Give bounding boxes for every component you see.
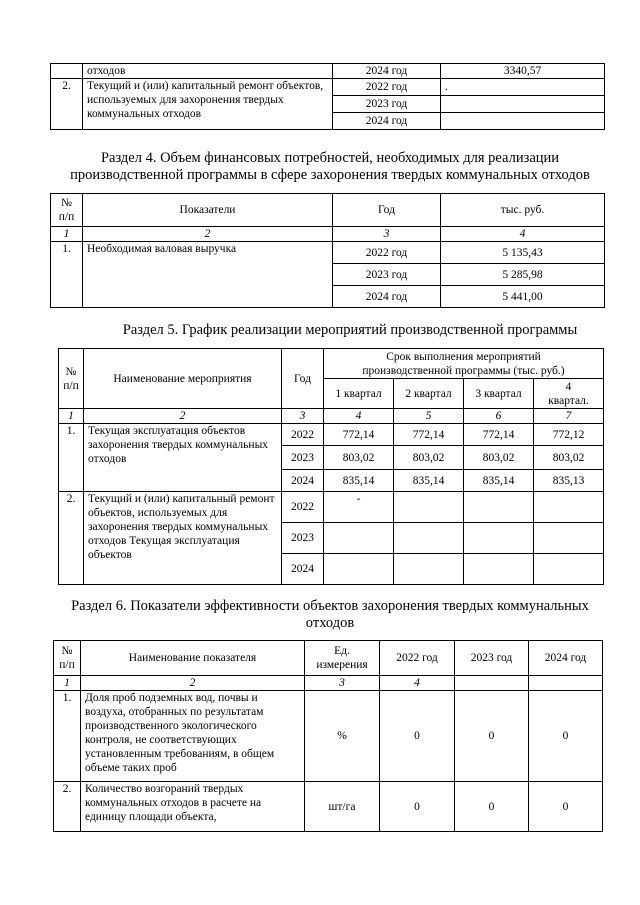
cell-2022: 0 [380,782,455,832]
header-term: Срок выполнения мероприятий производственной программы (тыс. руб.) [324,349,604,379]
cell-q3 [464,554,534,585]
header-num: № п/п [59,349,84,409]
header-q2: 2 квартал [394,379,464,409]
cell-unit: шт/га [305,782,380,832]
cell-year: 2022 [282,424,324,446]
cell-q3 [464,492,534,523]
cell [51,64,83,79]
cell-num: 2. [51,79,83,130]
cell-value: 5 135,43 [441,242,605,264]
cell-q3: 835,14 [464,470,534,492]
cell-name: отходов [83,64,333,79]
header-name: Наименование показателя [81,641,305,676]
cell-q4 [534,523,604,554]
cell-q2: 772,14 [394,424,464,446]
cell-2023: 0 [455,691,529,782]
cell-q4 [534,554,604,585]
cell-num: 2. [54,782,81,832]
cell-year: 2022 год [333,79,441,96]
index-cell: 1 [51,227,83,242]
table-row [51,64,605,79]
index-cell: 1 [59,409,84,424]
cell-q1 [324,554,394,585]
cell-value [441,79,605,96]
header-q3: 3 квартал [464,379,534,409]
index-cell: 1 [54,676,81,691]
header-2023: 2023 год [455,641,529,676]
header-2024: 2024 год [529,641,603,676]
cell-q1: 772,14 [324,424,394,446]
section-4-title-line-1: Раздел 4. Объем финансовых потребностей, необходимых для реализации [100,150,560,166]
header-name: Наименование мероприятия [84,349,282,409]
table-index-row [51,227,605,242]
table-continuation [50,63,605,130]
header-unit: Ед. измерения [305,641,380,676]
table-row [51,242,605,264]
index-cell: 3 [333,227,441,242]
header-sum: тыс. руб. [441,194,605,227]
section-4-title-line-2: производственной программы в сфере захоронения твердых коммунальных отходов [70,167,590,183]
cell-value [441,113,605,130]
section-6-title-line-1: Раздел 6. Показатели эффективности объектов захоронения твердых коммунальных [71,598,589,614]
cell-num: 2. [59,492,84,585]
cell-value: 3340,57 [441,64,605,79]
table-row [51,79,605,96]
table-row [59,492,604,523]
cell-num: 1. [54,691,81,782]
cell-year: 2022 год [333,242,441,264]
cell-year: 2023 год [333,96,441,113]
cell-q1: 803,02 [324,446,394,470]
index-cell: 4 [441,227,605,242]
index-cell: 2 [84,409,282,424]
header-q1: 1 квартал [324,379,394,409]
cell-year: 2023 год [333,264,441,286]
table-header-row [51,194,605,227]
header-year: Год [282,349,324,409]
index-cell [455,676,529,691]
cell-q2 [394,523,464,554]
cell-year: 2024 год [333,286,441,308]
cell-num: 1. [59,424,84,492]
cell-year: 2024 [282,554,324,585]
cell-q3: 772,14 [464,424,534,446]
index-cell: 3 [305,676,380,691]
cell-2024: 0 [529,782,603,832]
cell-q4: 803,02 [534,446,604,470]
section-5-title [40,322,620,339]
header-q4: 4 квартал. [534,379,604,409]
table-header-row [54,641,603,676]
cell-q1: - [324,492,394,523]
cell-q2 [394,554,464,585]
table-section-6 [53,640,603,832]
cell-year: 2023 [282,446,324,470]
index-cell: 4 [324,409,394,424]
index-cell: 5 [394,409,464,424]
table-index-row [59,409,604,424]
table-row [54,691,603,782]
cell-q3 [464,523,534,554]
cell-year: 2024 [282,470,324,492]
section-6-title-line-2: отходов [305,615,355,631]
cell-2024: 0 [529,691,603,782]
cell-q2: 835,14 [394,470,464,492]
header-2022: 2022 год [380,641,455,676]
cell-unit: % [305,691,380,782]
table-header-row [59,349,604,379]
cell-value: 5 285,98 [441,264,605,286]
cell-year: 2024 год [333,113,441,130]
header-num: № п/п [54,641,81,676]
index-cell: 2 [83,227,333,242]
cell-q1 [324,523,394,554]
section-4-title [40,150,620,184]
header-num: № п/п [51,194,83,227]
index-cell: 3 [282,409,324,424]
cell-name: Текущий и (или) капитальный ремонт объектов, используемых для захоронения твердых коммунальных отходов [83,79,333,130]
cell-year: 2024 год [333,64,441,79]
cell-name: Количество возгораний твердых коммунальных отходов в расчете на единицу площади объекта, [81,782,305,832]
cell-value: 5 441,00 [441,286,605,308]
index-cell: 2 [81,676,305,691]
index-cell: 6 [464,409,534,424]
cell-year: 2022 [282,492,324,523]
index-cell: 7 [534,409,604,424]
index-cell [529,676,603,691]
table-section-4 [50,193,605,308]
cell-num: 1. [51,242,83,308]
table-row [59,424,604,446]
cell-q2 [394,492,464,523]
cell-name: Необходимая валовая выручка [83,242,333,308]
table-row [54,782,603,832]
cell-q4 [534,492,604,523]
section-5-title-line: Раздел 5. График реализации мероприятий производственной программы [122,322,578,338]
cell-value [441,96,605,113]
cell-mark: . [445,81,448,93]
cell-name: Текущий и (или) капитальный ремонт объектов, используемых для захоронения твердых коммунальных отходов Текущая эксплуатация объектов [84,492,282,585]
cell-q3: 803,02 [464,446,534,470]
cell-2023: 0 [455,782,529,832]
table-section-5 [58,348,604,585]
table-index-row [54,676,603,691]
cell-name: Доля проб подземных вод, почвы и воздуха, отобранных по результатам производственного экологического контроля, не соответствующих установленным требованиям, в общем объеме таких проб [81,691,305,782]
cell-q4: 772,12 [534,424,604,446]
cell-q1: 835,14 [324,470,394,492]
header-indicator: Показатели [83,194,333,227]
cell-2022: 0 [380,691,455,782]
section-6-title [40,598,620,632]
cell-name: Текущая эксплуатация объектов захоронения твердых коммунальных отходов [84,424,282,492]
index-cell: 4 [380,676,455,691]
cell-q4: 835,13 [534,470,604,492]
header-year: Год [333,194,441,227]
cell-year: 2023 [282,523,324,554]
cell-q2: 803,02 [394,446,464,470]
